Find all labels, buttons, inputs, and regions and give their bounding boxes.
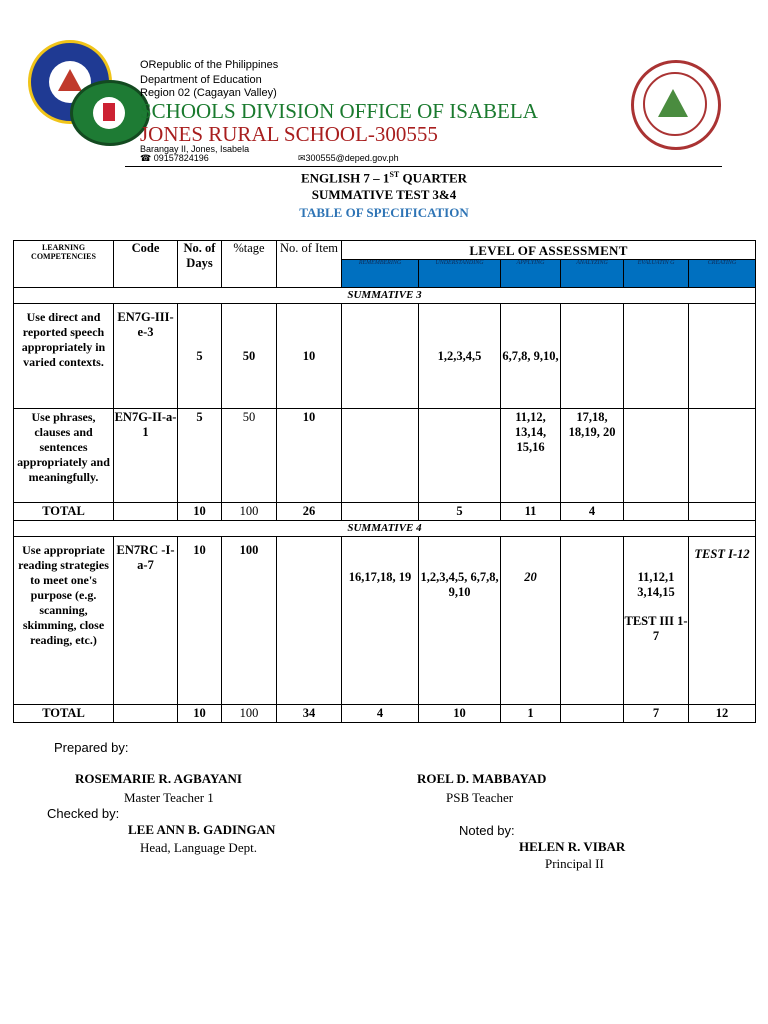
header-phone: ☎ 09157824196	[140, 153, 209, 163]
doc-title-line1: ENGLISH 7 – 1ST QUARTER	[300, 170, 468, 186]
applying-cell: 6,7,8, 9,10,	[501, 304, 561, 409]
understanding-cell: 1,2,3,4,5, 6,7,8, 9,10	[419, 537, 501, 705]
header-days: No. of Days	[178, 241, 222, 288]
total-label: TOTAL	[14, 503, 114, 521]
header-department: Department of Education	[140, 74, 262, 86]
header-items: No. of Item	[277, 241, 342, 288]
header-republic: ORepublic of the Philippines	[140, 59, 279, 71]
header-level-analyzing: ANALYZING	[561, 260, 624, 288]
analyzing-cell	[561, 304, 624, 409]
header-percentage: %tage	[222, 241, 277, 288]
section-summative-3: SUMMATIVE 3	[14, 288, 756, 304]
preparer2-title: PSB Teacher	[446, 790, 514, 805]
preparer1-title: Master Teacher 1	[124, 790, 214, 805]
code-cell: EN7RC -I-a-7	[114, 537, 178, 705]
total-items: 34	[277, 705, 342, 723]
total-evaluating: 7	[624, 705, 689, 723]
header-level-understanding: UNDERSTANDING	[419, 260, 501, 288]
understanding-cell: 1,2,3,4,5	[419, 304, 501, 409]
evaluating-test-iii: TEST III 1-7	[624, 614, 688, 643]
competency-cell: Use direct and reported speech appropriately in varied contexts.	[14, 304, 114, 409]
analyzing-cell	[561, 537, 624, 705]
table-row	[14, 304, 756, 409]
total-remembering: 4	[342, 705, 419, 723]
header-division: SCHOOLS DIVISION OFFICE OF ISABELA	[140, 99, 538, 123]
competency-cell: Use appropriate reading strategies to meet one's purpose (e.g. scanning, skimming, close reading, etc.)	[14, 537, 114, 705]
days-cell: 5	[178, 304, 222, 409]
total-days: 10	[178, 705, 222, 723]
noter-name: HELEN R. VIBAR	[519, 839, 626, 854]
header-region: Region 02 (Cagayan Valley)	[140, 87, 277, 99]
analyzing-cell: 17,18, 18,19, 20	[561, 409, 624, 503]
total-pct: 100	[222, 705, 277, 723]
total-applying: 11	[501, 503, 561, 521]
jones-rural-school-logo	[631, 60, 721, 150]
header-level-creating: CREATING	[689, 260, 756, 288]
pct-cell: 100	[222, 537, 277, 705]
header-school: JONES RURAL SCHOOL-300555	[140, 122, 438, 146]
total-remembering	[342, 503, 419, 521]
header-level-remembering: REMEMBERING	[342, 260, 419, 288]
creating-cell	[689, 409, 756, 503]
total-code	[114, 705, 178, 723]
remembering-cell	[342, 409, 419, 503]
evaluating-cell	[624, 304, 689, 409]
understanding-cell	[419, 409, 501, 503]
table-row	[14, 409, 756, 503]
total-row	[14, 705, 756, 723]
competency-cell: Use phrases, clauses and sentences appropriately and meaningfully.	[14, 409, 114, 503]
days-cell: 10	[178, 537, 222, 705]
total-row	[14, 503, 756, 521]
code-cell: EN7G-II-a-1	[114, 409, 178, 503]
pct-cell: 50	[222, 304, 277, 409]
checker-name: LEE ANN B. GADINGAN	[128, 822, 276, 837]
applying-cell: 20	[501, 537, 561, 705]
doc-title-line2: SUMMATIVE TEST 3&4	[311, 187, 457, 202]
applying-cell: 11,12, 13,14, 15,16	[501, 409, 561, 503]
header-level-applying: APPLYING	[501, 260, 561, 288]
sdo-isabela-logo	[70, 80, 150, 146]
evaluating-cell	[624, 537, 689, 705]
preparer1-name: ROSEMARIE R. AGBAYANI	[75, 771, 242, 786]
total-analyzing: 4	[561, 503, 624, 521]
total-applying: 1	[501, 705, 561, 723]
code-cell: EN7G-III-e-3	[114, 304, 178, 409]
checked-by-label: Checked by:	[47, 806, 120, 821]
remembering-cell	[342, 304, 419, 409]
header-address: Barangay II, Jones, Isabela	[140, 144, 250, 154]
header-level-of-assessment: LEVEL OF ASSESSMENT	[342, 241, 756, 260]
total-items: 26	[277, 503, 342, 521]
evaluating-cell	[624, 409, 689, 503]
total-pct: 100	[222, 503, 277, 521]
total-understanding: 10	[419, 705, 501, 723]
header-divider	[125, 166, 722, 167]
prepared-by-label: Prepared by:	[54, 740, 129, 755]
days-cell: 5	[178, 409, 222, 503]
noter-title: Principal II	[545, 856, 604, 871]
header-email: ✉300555@deped.gov.ph	[298, 153, 399, 163]
header-level-evaluating: EVALUATIN G	[624, 260, 689, 288]
noted-by-label: Noted by:	[459, 823, 515, 838]
items-cell	[277, 537, 342, 705]
doc-title-line3: TABLE OF SPECIFICATION	[299, 205, 469, 220]
items-cell: 10	[277, 409, 342, 503]
header-learning-competencies: LEARNING COMPETENCIES	[14, 241, 114, 288]
creating-cell	[689, 304, 756, 409]
section-summative-4: SUMMATIVE 4	[14, 521, 756, 537]
total-code	[114, 503, 178, 521]
remembering-cell: 16,17,18, 19	[342, 537, 419, 705]
preparer2-name: ROEL D. MABBAYAD	[417, 771, 547, 786]
table-row	[14, 537, 756, 705]
pct-cell: 50	[222, 409, 277, 503]
specification-table	[13, 240, 756, 723]
total-understanding: 5	[419, 503, 501, 521]
total-days: 10	[178, 503, 222, 521]
items-cell: 10	[277, 304, 342, 409]
total-creating: 12	[689, 705, 756, 723]
total-analyzing	[561, 705, 624, 723]
checker-title: Head, Language Dept.	[140, 840, 257, 855]
header-code: Code	[114, 241, 178, 288]
creating-cell: TEST I-12	[689, 537, 756, 705]
evaluating-items: 11,12,1 3,14,15	[637, 570, 675, 599]
total-creating	[689, 503, 756, 521]
total-label: TOTAL	[14, 705, 114, 723]
total-evaluating	[624, 503, 689, 521]
